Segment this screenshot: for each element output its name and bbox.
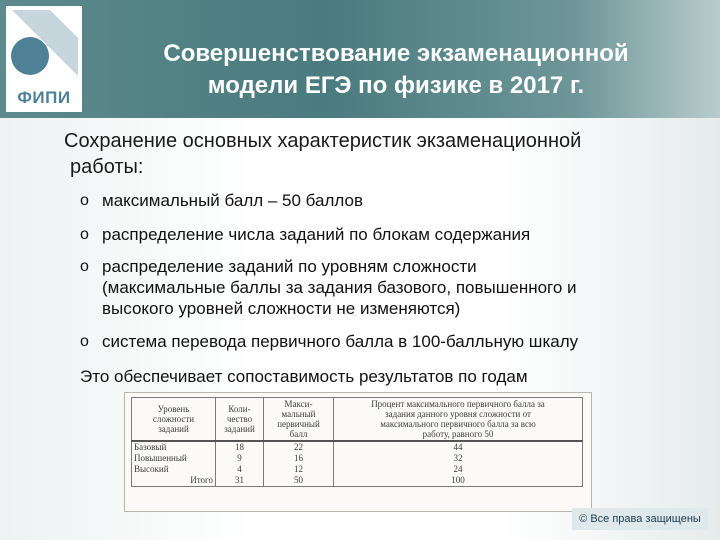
header-line: чество [226,414,253,424]
conclusion-text: Это обеспечивает сопоставимость результатов по годам [80,367,528,386]
bullet-item [80,190,700,211]
lead-line-2: работы: [70,156,144,178]
table-cell: 22 [264,441,334,453]
table-cell: 9 [216,453,264,464]
table-cell: 16 [264,453,334,464]
table-cell: 100 [334,475,583,487]
slide-title [96,38,696,102]
table-cell: 4 [216,464,264,475]
table-header-cell [264,398,334,442]
header-line: Уровень [157,404,190,414]
title-line-2: модели ЕГЭ по физике в 2017 г. [207,72,585,99]
scanned-table-image [124,392,592,512]
table-cell: Базовый [132,441,216,453]
header-line: Коли- [228,404,251,414]
table-header-cell [132,398,216,442]
table-cell: Итого [132,475,216,487]
table-header-cell [216,398,264,442]
header-line: заданий [158,424,189,434]
table-header-row [132,398,583,442]
lead-text [64,128,704,180]
bullet-text: система перевода первичного балла в 100-балльную шкалу [102,332,579,351]
header-line: Процент максимального первичного балла за [371,399,545,409]
header-line: работу, равного 50 [422,429,494,439]
bullet-text: распределение числа заданий по блокам содержания [102,225,531,244]
logo-text: ФИПИ [17,88,71,107]
score-table [131,397,583,487]
header-line: задания данного уровня сложности от [385,409,531,419]
bullet-text: максимальный балл – 50 баллов [102,191,364,210]
header-line: сложности [152,414,195,424]
table-cell: 50 [264,475,334,487]
table-row [132,453,583,464]
bullet-circle-icon: o [80,258,89,275]
table-row [132,475,583,487]
table-cell: 18 [216,441,264,453]
table-row [132,464,583,475]
bullet-text-line: высокого уровней сложности не изменяются) [102,299,461,318]
bullet-circle-icon: o [80,192,89,209]
header-line: Макси- [284,399,313,409]
copyright-notice: © Все права защищены [572,508,708,530]
bullet-circle-icon: o [80,226,89,243]
table-header-cell [334,398,583,442]
header-line: максимального первичного балла за всю [380,419,536,429]
bullet-list [80,190,700,352]
logo-mark-icon [6,6,82,88]
table-cell: 24 [334,464,583,475]
bullet-item [80,256,700,319]
table-cell: 44 [334,441,583,453]
bullet-item [80,224,700,245]
fipi-logo [6,6,82,112]
title-line-1: Совершенствование экзаменационной [163,40,629,67]
header-line: балл [289,429,308,439]
table-cell: 31 [216,475,264,487]
bullet-item [80,331,700,352]
bullet-text-line: (максимальные баллы за задания базового, повышенного и [102,278,577,297]
table-cell: Повышенный [132,453,216,464]
header-line: мальный [281,409,316,419]
lead-line-1: Сохранение основных характеристик экзаменационной [64,130,582,152]
bullet-text-line: распределение заданий по уровням сложности [102,257,477,276]
table-cell: 32 [334,453,583,464]
bullet-circle-icon: o [80,333,89,350]
slide-header [0,0,720,118]
header-line: заданий [224,424,255,434]
table-cell: 12 [264,464,334,475]
table-row [132,441,583,453]
header-line: первичный [277,419,320,429]
table-cell: Высокий [132,464,216,475]
